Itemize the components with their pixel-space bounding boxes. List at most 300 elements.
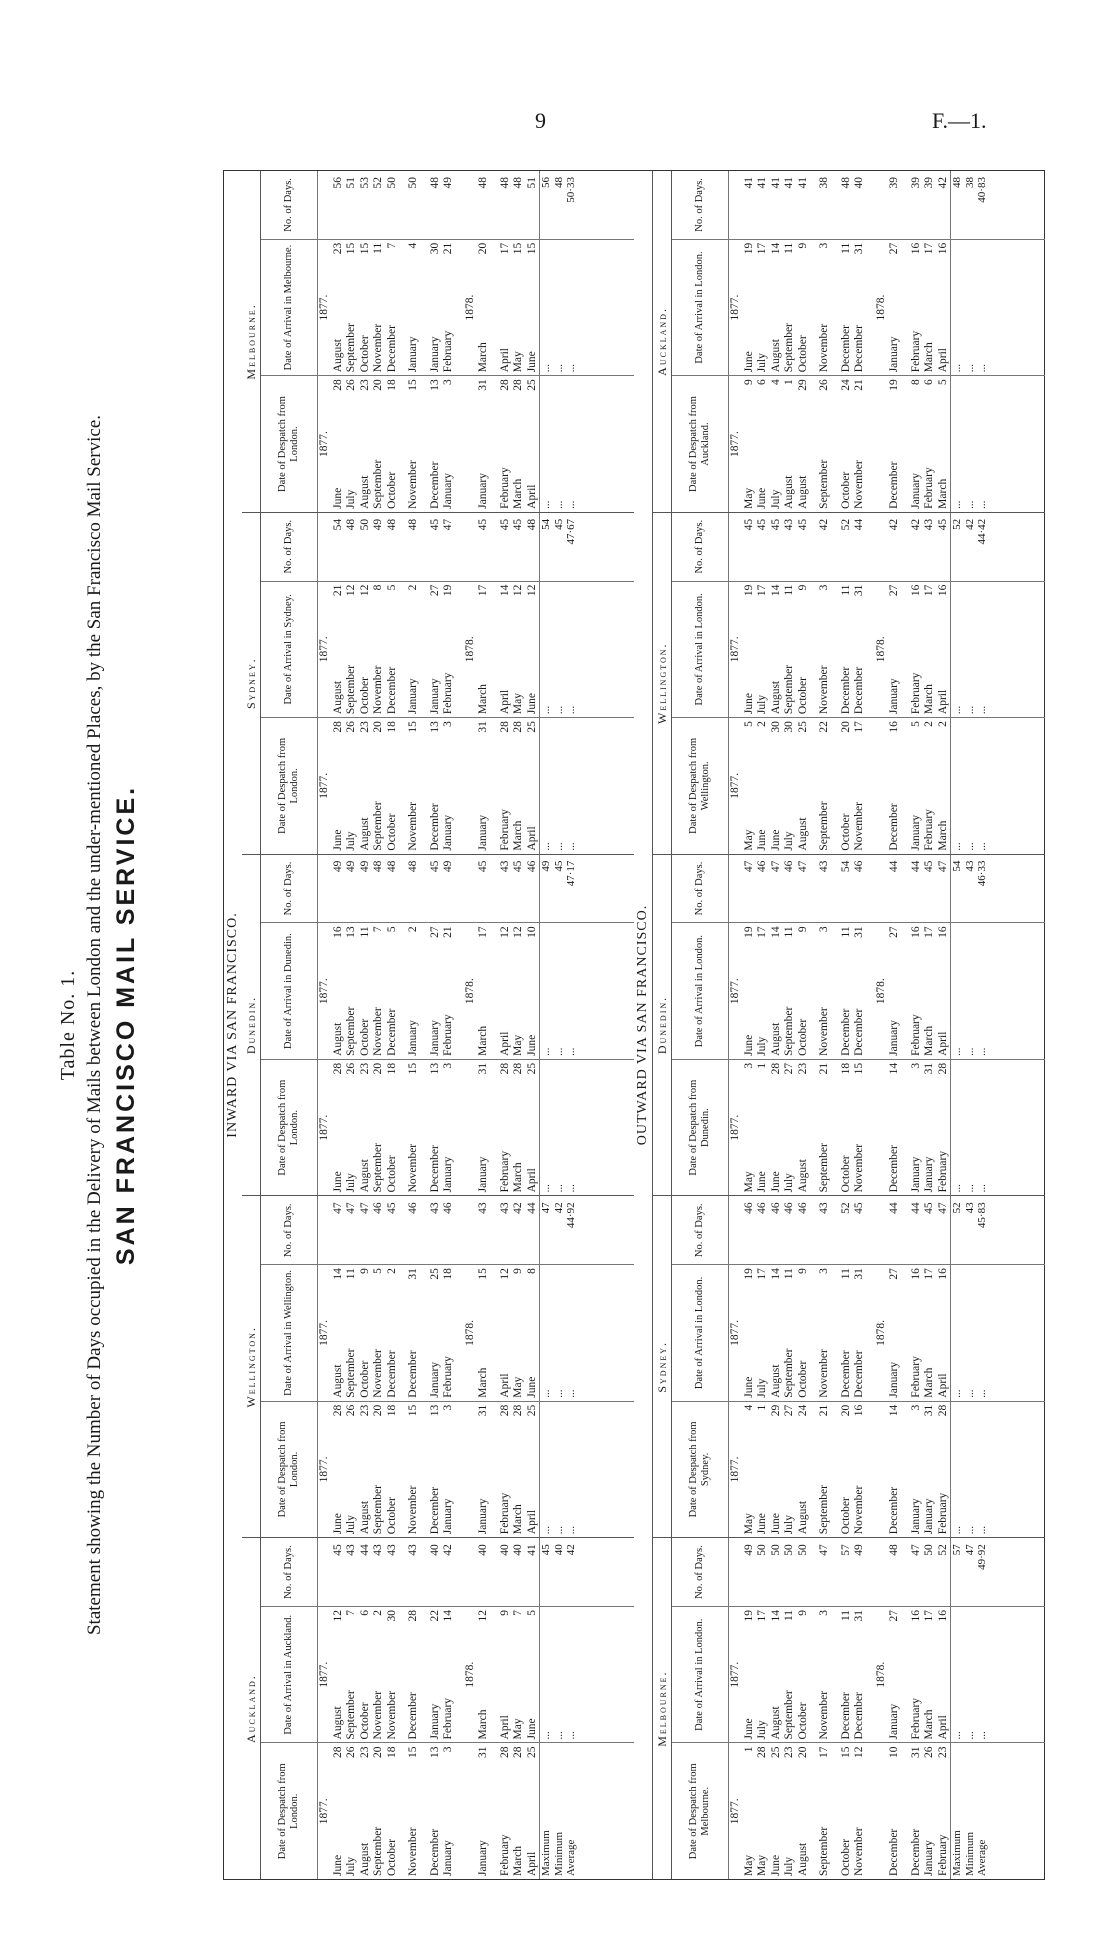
stat-value: 45 (552, 860, 565, 872)
despatch-month: February (923, 809, 935, 851)
despatch-cell (429, 1060, 443, 1196)
row-gap (867, 1265, 875, 1401)
despatch-column (672, 1402, 1045, 1538)
days-column (672, 171, 1045, 240)
arrival-cell (526, 240, 540, 376)
stats-labels (950, 376, 989, 512)
despatch-day: 9 (742, 379, 755, 386)
arrival-month: August (769, 1022, 782, 1056)
spacer (318, 855, 332, 923)
despatch-month: April (525, 484, 538, 509)
despatch-month: June (769, 829, 782, 851)
stat-ellipsis: ... (963, 1389, 976, 1398)
despatch-day: 1 (756, 1404, 768, 1411)
arrival-day: 11 (839, 926, 852, 938)
days-value: 50 (796, 1544, 809, 1556)
despatch-cell (386, 1743, 400, 1879)
days-value: 48 (385, 518, 398, 531)
row-gap (832, 582, 840, 718)
despatch-day: 5 (742, 721, 755, 727)
stat-label: ... (951, 842, 963, 851)
days-value: 43 (818, 1202, 830, 1214)
despatch-month: June (769, 1171, 782, 1193)
arrival-cell (429, 582, 443, 718)
arrival-month: August (331, 1022, 344, 1056)
stat-label: ... (552, 1525, 565, 1535)
despatch-month: August (796, 475, 809, 509)
despatch-month: May (742, 1513, 755, 1535)
despatch-cell (770, 1743, 784, 1879)
arrival-month: May (512, 693, 524, 715)
arrival-month: April (936, 1715, 949, 1740)
stat-label: Average (976, 1839, 988, 1876)
days-value: 44 (909, 1202, 922, 1214)
stats-arrival (950, 923, 989, 1059)
arrival-month: October (358, 677, 371, 715)
arrival-month: September (783, 323, 795, 373)
arrival-day: 2 (407, 584, 419, 591)
days-header: No. of Days. (672, 1538, 729, 1606)
days-value: 51 (525, 177, 538, 189)
arrival-cell (526, 1265, 540, 1401)
arrival-cell (853, 1607, 867, 1743)
arrival-cell (372, 1265, 386, 1401)
arrival-cell (783, 923, 797, 1059)
place-name: Dunedin. (242, 855, 261, 1196)
arrival-month: November (818, 323, 830, 373)
arrival-cell (818, 923, 832, 1059)
arrival-day: 8 (525, 1268, 538, 1274)
arrival-day: 3 (818, 1609, 830, 1616)
days-value: 45 (428, 518, 441, 531)
despatch-cell (818, 718, 832, 854)
despatch-day: 28 (498, 1062, 511, 1075)
days-value: 44 (853, 518, 865, 531)
despatch-cell (526, 376, 540, 512)
stat-value: 57 (951, 1544, 963, 1556)
days-value: 56 (331, 177, 344, 189)
despatch-cell (853, 376, 867, 512)
days-value: 45 (512, 860, 524, 873)
stat-ellipsis: ... (565, 1047, 577, 1056)
year-label: 1877. (318, 294, 330, 321)
despatch-day: 28 (331, 1062, 344, 1075)
stat-value: 47 (540, 1202, 552, 1214)
row-gap (832, 718, 840, 854)
stats-arrival (539, 240, 578, 376)
group-columns (672, 1196, 1045, 1537)
arrival-cell (853, 582, 867, 718)
spacer (464, 1538, 478, 1606)
arrival-month: December (853, 1350, 865, 1398)
days-value: 43 (372, 1544, 384, 1556)
stats-arrival (950, 1607, 989, 1743)
arrival-day: 7 (385, 242, 398, 249)
row-gap (867, 376, 875, 512)
arrival-day: 12 (498, 1268, 511, 1280)
despatch-day: 20 (839, 1404, 852, 1417)
row-gap (810, 1538, 818, 1606)
days-header: No. of Days. (261, 1196, 318, 1264)
arrival-cell (345, 923, 359, 1059)
stat-ellipsis: ... (963, 1047, 976, 1056)
despatch-cell (770, 1402, 784, 1538)
arrival-month: July (756, 1378, 768, 1398)
arrival-month: March (923, 1025, 935, 1056)
row-gap (421, 171, 429, 239)
row-gap (832, 1060, 840, 1196)
arrival-day: 11 (783, 1609, 795, 1622)
despatch-month: June (756, 1513, 768, 1535)
days-value: 41 (783, 177, 795, 189)
place-group-melbourne (242, 171, 634, 513)
arrival-cell (888, 240, 902, 376)
table-header (55, 170, 205, 1880)
despatch-day: 15 (407, 1404, 419, 1417)
arrival-day: 16 (936, 584, 949, 597)
arrival-month: May (512, 1034, 524, 1056)
year-label: 1877. (318, 431, 330, 457)
arrival-month: June (742, 1376, 755, 1398)
arrival-cell (937, 1607, 951, 1743)
arrival-cell (910, 582, 924, 718)
stats-values (539, 855, 578, 923)
arrival-cell (372, 582, 386, 718)
days-header: No. of Days. (261, 513, 318, 581)
arrival-cell (442, 1607, 456, 1743)
year-label: 1878. (463, 636, 476, 663)
despatch-cell (756, 1743, 770, 1879)
arrival-cell (840, 240, 854, 376)
days-value: 45 (936, 518, 949, 531)
days-header: No. of Days. (672, 855, 729, 923)
arrival-month: December (839, 666, 852, 715)
arrival-cell (888, 1265, 902, 1401)
stat-value: 45·83 (976, 1202, 988, 1229)
arrival-day: 11 (358, 926, 371, 938)
spacer (464, 855, 478, 923)
despatch-day: 16 (853, 1404, 865, 1417)
arrival-day: 9 (358, 1268, 371, 1274)
despatch-day: 17 (818, 1746, 830, 1758)
row-gap (399, 923, 407, 1059)
despatch-month: January (442, 1498, 454, 1535)
arrival-cell (797, 1607, 811, 1743)
arrival-cell (332, 1607, 346, 1743)
despatch-month: January (477, 814, 489, 851)
arrival-day: 9 (512, 1268, 524, 1274)
arrival-month: January (888, 1361, 900, 1398)
row-gap (456, 1196, 464, 1264)
row-gap (456, 513, 464, 581)
despatch-cell (442, 1743, 456, 1879)
despatch-day: 3 (442, 1062, 454, 1069)
arrival-month: June (742, 351, 755, 373)
despatch-month: November (853, 802, 865, 851)
arrival-day: 17 (756, 1268, 768, 1280)
arrival-month: August (769, 1364, 782, 1398)
despatch-month: June (331, 1513, 344, 1535)
despatch-cell (840, 1743, 854, 1879)
arrival-cell (386, 923, 400, 1059)
row-gap (902, 1743, 910, 1879)
arrival-cell (477, 582, 491, 718)
arrival-month: July (756, 353, 768, 373)
despatch-month: July (345, 831, 357, 851)
despatch-month: September (818, 1826, 830, 1876)
despatch-day: 23 (358, 721, 371, 733)
arrival-cell (442, 582, 456, 718)
arrival-month: May (512, 1718, 524, 1740)
row-gap (832, 855, 840, 923)
stat-label: ... (540, 500, 552, 509)
arrival-cell (499, 1607, 513, 1743)
stat-ellipsis: ... (976, 1047, 988, 1056)
despatch-day: 20 (372, 1404, 384, 1417)
stats-labels (950, 1743, 989, 1879)
despatch-month: January (442, 814, 454, 851)
despatch-day: 3 (442, 1746, 454, 1753)
row-gap (810, 376, 818, 512)
stat-ellipsis: ... (951, 1047, 963, 1056)
arrival-month: August (769, 680, 782, 715)
despatch-header: Date of Despatch from London. (261, 1402, 318, 1538)
arrival-day: 10 (525, 926, 538, 938)
arrival-header: Date of Arrival in Wellington. (261, 1265, 318, 1401)
row-gap (421, 1196, 429, 1264)
year-label: 1877. (729, 294, 741, 321)
arrival-day: 7 (372, 926, 384, 933)
days-value: 47 (742, 860, 755, 873)
row-gap (867, 923, 875, 1059)
days-value: 46 (769, 1202, 782, 1214)
row-gap (399, 240, 407, 376)
arrival-cell (923, 923, 937, 1059)
place-group-melbourne (653, 1538, 1045, 1879)
stat-ellipsis: ... (565, 364, 577, 373)
despatch-column (261, 1060, 634, 1196)
stat-label: Maximum (951, 1830, 963, 1876)
days-column (261, 1196, 634, 1265)
arrival-day: 2 (407, 926, 419, 933)
stat-value: 47 (963, 1544, 976, 1556)
despatch-header: Date of Despatch from London. (261, 1743, 318, 1879)
despatch-day: 23 (936, 1746, 949, 1758)
despatch-month: September (818, 1485, 830, 1535)
despatch-day: 25 (525, 1062, 538, 1075)
despatch-column (672, 718, 1045, 854)
despatch-month: October (385, 1155, 398, 1193)
row-gap (810, 1607, 818, 1743)
arrival-column (672, 923, 1045, 1060)
row-gap (491, 1743, 499, 1879)
despatch-day: 3 (909, 1404, 922, 1411)
despatch-cell (477, 376, 491, 512)
arrival-month: December (385, 1350, 398, 1398)
spacer (875, 855, 889, 923)
arrival-cell (499, 582, 513, 718)
arrival-day: 16 (936, 1609, 949, 1622)
despatch-month: March (936, 478, 949, 509)
arrival-day: 27 (888, 1609, 900, 1622)
arrival-month: June (525, 693, 538, 715)
days-value: 47 (936, 1202, 949, 1214)
arrival-cell (743, 240, 757, 376)
arrival-cell (332, 923, 346, 1059)
arrival-cell (512, 923, 526, 1059)
despatch-day: 26 (345, 721, 357, 733)
despatch-cell (770, 1060, 784, 1196)
despatch-day: 28 (512, 721, 524, 733)
despatch-cell (477, 718, 491, 854)
despatch-month: November (407, 802, 419, 851)
stat-ellipsis: ... (552, 1389, 565, 1398)
despatch-cell (512, 1743, 526, 1879)
despatch-header: Date of Despatch from Dunedin. (672, 1060, 729, 1196)
arrival-day: 11 (783, 926, 795, 938)
despatch-day: 18 (385, 721, 398, 733)
despatch-cell (442, 1402, 456, 1538)
stat-label: Minimum (552, 1831, 565, 1876)
row-gap (399, 171, 407, 239)
row-gap (456, 923, 464, 1059)
row-gap (902, 1060, 910, 1196)
despatch-day: 26 (923, 1746, 935, 1758)
arrival-month: March (923, 684, 935, 715)
stats-values (539, 1538, 578, 1606)
stat-label: ... (951, 1184, 963, 1193)
arrival-month: November (372, 1349, 384, 1398)
arrival-day: 16 (909, 1609, 922, 1622)
arrival-day: 16 (331, 926, 344, 938)
arrival-column (672, 1607, 1045, 1744)
despatch-cell (840, 1060, 854, 1196)
despatch-month: August (358, 1500, 371, 1535)
arrival-cell (937, 1265, 951, 1401)
row-gap (810, 1196, 818, 1264)
despatch-cell (937, 1060, 951, 1196)
days-column (672, 1538, 1045, 1607)
group-columns (261, 171, 634, 512)
despatch-column (261, 376, 634, 512)
stat-ellipsis: ... (552, 1731, 565, 1740)
despatch-month: January (909, 1156, 922, 1193)
stat-ellipsis: ... (951, 364, 963, 373)
arrival-cell (888, 1607, 902, 1743)
arrival-day: 12 (512, 584, 524, 597)
days-value: 47 (936, 860, 949, 873)
arrival-month: December (853, 325, 865, 373)
despatch-cell (372, 376, 386, 512)
arrival-day: 14 (769, 584, 782, 597)
days-value: 52 (839, 518, 852, 531)
despatch-month: December (428, 461, 441, 509)
despatch-cell (756, 1402, 770, 1538)
despatch-cell (386, 718, 400, 854)
despatch-day: 28 (498, 1404, 511, 1417)
spacer (464, 513, 478, 581)
despatch-day: 31 (477, 1404, 489, 1417)
arrival-cell (783, 240, 797, 376)
arrival-month: September (783, 1006, 795, 1056)
despatch-cell (937, 376, 951, 512)
days-value: 48 (477, 177, 489, 189)
arrival-day: 5 (525, 1609, 538, 1616)
days-header: No. of Days. (672, 1196, 729, 1264)
arrival-cell (345, 582, 359, 718)
despatch-cell (429, 718, 443, 854)
arrival-column (261, 582, 634, 719)
days-header: No. of Days. (672, 513, 729, 581)
row-gap (832, 171, 840, 239)
arrival-month: October (796, 1360, 809, 1398)
despatch-day: 20 (796, 1746, 809, 1758)
despatch-cell (372, 1402, 386, 1538)
arrival-cell (770, 1607, 784, 1743)
despatch-day: 28 (498, 721, 511, 733)
days-value: 39 (888, 177, 900, 189)
arrival-cell (818, 582, 832, 718)
despatch-month: October (385, 1497, 398, 1535)
arrival-cell (386, 1607, 400, 1743)
stat-ellipsis: ... (951, 1389, 963, 1398)
arrival-cell (386, 582, 400, 718)
despatch-day: 25 (525, 1746, 538, 1758)
despatch-month: July (783, 1515, 795, 1535)
arrival-cell (429, 1265, 443, 1401)
despatch-day: 23 (358, 1062, 371, 1075)
despatch-month: November (407, 1485, 419, 1535)
arrival-month: March (477, 1709, 489, 1740)
arrival-cell (359, 582, 373, 718)
row-gap (491, 1196, 499, 1264)
place-group-wellington (653, 513, 1045, 855)
row-gap (902, 1538, 910, 1606)
place-name: Melbourne. (242, 171, 261, 512)
despatch-month: December (909, 1828, 922, 1876)
days-header: No. of Days. (261, 1538, 318, 1606)
despatch-day: 25 (525, 721, 538, 733)
days-value: 51 (345, 177, 357, 189)
row-gap (399, 855, 407, 923)
days-value: 42 (818, 518, 830, 531)
despatch-day: 28 (769, 1062, 782, 1075)
arrival-cell (512, 240, 526, 376)
despatch-month: December (888, 461, 900, 509)
despatch-day: 3 (442, 721, 454, 727)
despatch-day: 19 (888, 379, 900, 391)
despatch-cell (526, 1743, 540, 1879)
stat-ellipsis: ... (565, 1731, 577, 1740)
spacer (464, 1402, 478, 1538)
row-gap (421, 1265, 429, 1401)
arrival-day: 9 (796, 1268, 809, 1274)
row-gap (421, 1607, 429, 1743)
despatch-day: 15 (853, 1062, 865, 1075)
despatch-month: October (839, 1155, 852, 1193)
arrival-month: January (407, 678, 419, 715)
arrival-month: November (818, 665, 830, 715)
despatch-cell (923, 1402, 937, 1538)
days-value: 45 (923, 1202, 935, 1214)
despatch-day: 15 (407, 721, 419, 733)
stat-value: 38 (963, 177, 976, 189)
arrival-month: April (498, 689, 511, 715)
despatch-day: 13 (428, 379, 441, 391)
arrival-month: October (358, 335, 371, 373)
table-title: Table No. 1. (57, 969, 79, 1081)
arrival-day: 12 (525, 584, 538, 597)
